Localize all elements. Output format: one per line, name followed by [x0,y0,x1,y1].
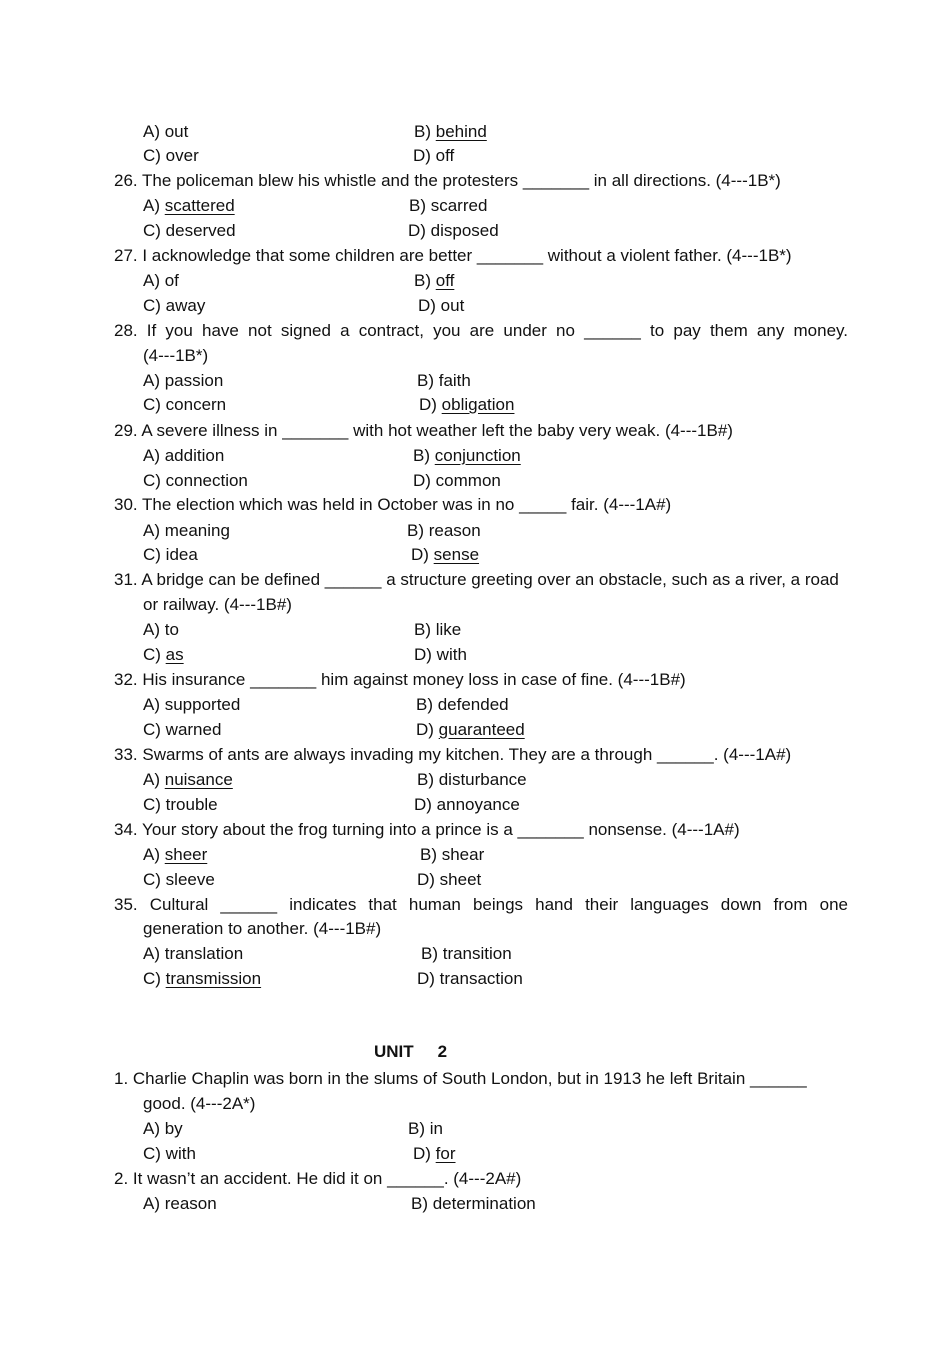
q25-option-a: A) out [143,122,189,141]
q27-option-d: D) out [418,296,465,315]
q35-option-b: B) transition [421,944,512,963]
q26-option-d: D) disposed [408,221,499,240]
q28-stem: 28. If you have not signed a contract, you are under no ______ to pay them any money. [114,321,848,340]
q29-stem: 29. A severe illness in _______ with hot weather left the baby very weak. (4---1B#) [114,421,733,440]
q27-option-b: B) off [414,271,455,290]
q25-option-d: D) off [413,146,455,165]
q30-option-d: D) sense [411,545,480,564]
q29-option-b: B) conjunction [413,446,521,465]
q31-option-d: D) with [414,645,467,664]
q28-option-d: D) obligation [419,395,515,414]
q34-option-b: B) shear [420,845,485,864]
unit2-q1-stem-continued: good. (4---2A*) [143,1094,256,1113]
q30-option-c: C) idea [143,545,198,564]
correct-answer: sheer [164,845,208,864]
correct-answer: conjunction [434,446,521,465]
q28-option-b: B) faith [417,371,471,390]
q34-option-c: C) sleeve [143,870,215,889]
correct-answer: obligation [441,395,515,414]
q30-option-b: B) reason [407,521,481,540]
q32-option-d: D) guaranteed [416,720,525,739]
q29-option-a: A) addition [143,446,225,465]
correct-answer: sense [433,545,480,564]
q28-stem-continued: (4---1B*) [143,346,209,365]
q30-stem: 30. The election which was held in October was in no _____ fair. (4---1A#) [114,495,672,514]
unit2-q1-option-d: D) for [413,1144,456,1163]
correct-answer: behind [435,122,487,141]
q35-stem-continued: generation to another. (4---1B#) [143,919,382,938]
unit2-q1-option-b: B) in [408,1119,443,1138]
q30-option-a: A) meaning [143,521,230,540]
correct-answer: off [435,271,455,290]
q34-option-a: A) sheer [143,845,208,864]
q35-stem: 35. Cultural ______ indicates that human beings hand their languages down from one [114,895,848,914]
q35-option-c: C) transmission [143,969,262,988]
correct-answer: transmission [165,969,262,988]
unit2-q2-option-b: B) determination [411,1194,536,1213]
correct-answer: scattered [164,196,235,215]
q29-option-d: D) common [413,471,501,490]
q29-option-c: C) connection [143,471,248,490]
q32-stem: 32. His insurance _______ him against money loss in case of fine. (4---1B#) [114,670,686,689]
q26-option-b: B) scarred [409,196,488,215]
q35-option-a: A) translation [143,944,244,963]
q26-option-a: A) scattered [143,196,235,215]
q31-stem-continued: or railway. (4---1B#) [143,595,292,614]
q34-stem: 34. Your story about the frog turning into a prince is a _______ nonsense. (4---1A#) [114,820,740,839]
q32-option-c: C) warned [143,720,222,739]
q31-option-a: A) to [143,620,179,639]
q33-option-d: D) annoyance [414,795,520,814]
unit2-q2-stem: 2. It wasn’t an accident. He did it on ______. (4---2A#) [114,1169,522,1188]
q33-option-c: C) trouble [143,795,218,814]
correct-answer: nuisance [164,770,233,789]
q31-option-c: C) as [143,645,184,664]
q27-option-c: C) away [143,296,206,315]
unit2-q1-option-c: C) with [143,1144,196,1163]
q28-option-c: C) concern [143,395,227,414]
correct-answer: guaranteed [438,720,525,739]
q33-stem: 33. Swarms of ants are always invading my kitchen. They are a through ______. (4---1A#) [114,745,792,764]
unit2-q2-option-a: A) reason [143,1194,217,1213]
q26-option-c: C) deserved [143,221,236,240]
q33-option-b: B) disturbance [417,770,527,789]
q25-option-b: B) behind [414,122,487,141]
q33-option-a: A) nuisance [143,770,233,789]
q25-option-c: C) over [143,146,199,165]
correct-answer: for [435,1144,456,1163]
q27-stem: 27. I acknowledge that some children are better _______ without a violent father. (4---1B*) [114,246,792,265]
q34-option-d: D) sheet [417,870,482,889]
unit-heading: UNIT 2 [374,1042,448,1061]
unit2-q1-option-a: A) by [143,1119,183,1138]
q32-option-b: B) defended [416,695,509,714]
correct-answer: as [165,645,184,664]
q31-option-b: B) like [414,620,462,639]
q28-option-a: A) passion [143,371,224,390]
q27-option-a: A) of [143,271,179,290]
q35-option-d: D) transaction [417,969,523,988]
q26-stem: 26. The policeman blew his whistle and the protesters _______ in all directions. (4---1B*) [114,171,781,190]
q32-option-a: A) supported [143,695,241,714]
q31-stem: 31. A bridge can be defined ______ a structure greeting over an obstacle, such as a river, a road [114,570,839,589]
unit2-q1-stem: 1. Charlie Chaplin was born in the slums of South London, but in 1913 he left Britain ______ [114,1069,807,1088]
